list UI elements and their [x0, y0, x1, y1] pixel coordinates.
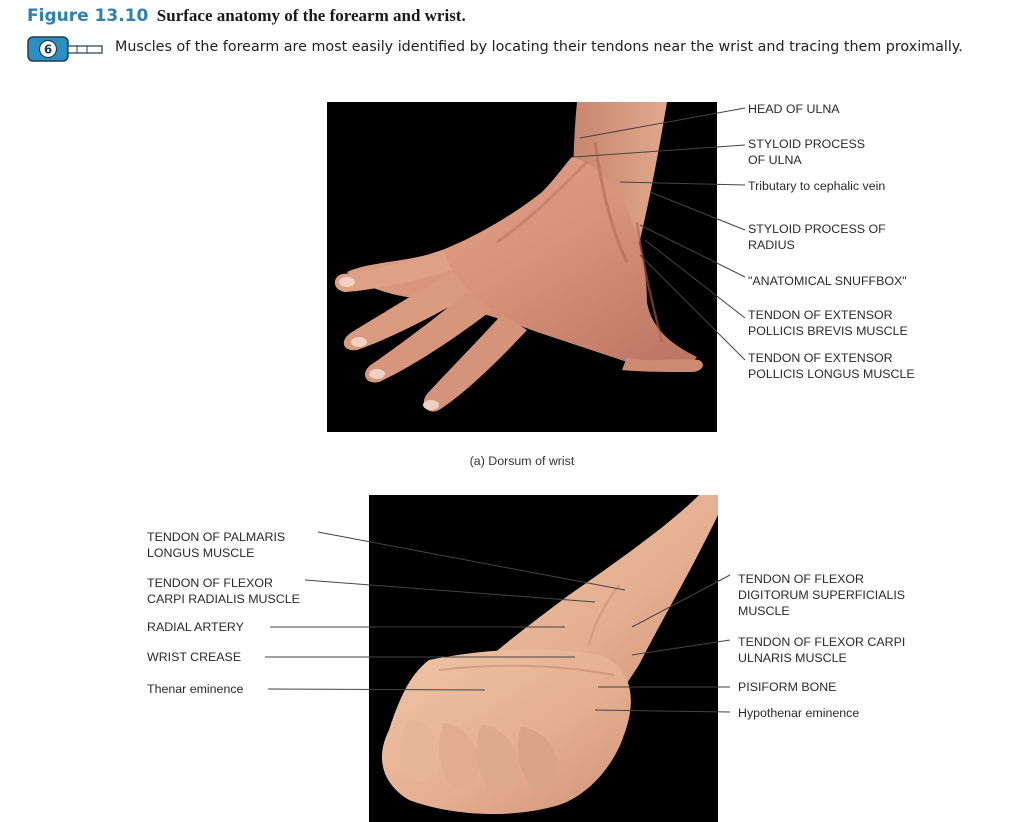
label-radial-artery: RADIAL ARTERY: [147, 620, 244, 634]
figure-header: [27, 6, 466, 26]
figure-title: Surface anatomy of the forearm and wrist.: [156, 6, 466, 25]
label-head-of-ulna: HEAD OF ULNA: [748, 102, 840, 116]
figure-note: Muscles of the forearm are most easily identified by locating their tendons near the wrist and tracing them proximally.: [115, 39, 963, 55]
label-flexor-digitorum-superficialis: TENDON OF FLEXOR DIGITORUM SUPERFICIALIS MUSCLE: [738, 572, 906, 618]
figure-number: Figure 13.10: [27, 6, 149, 26]
label-styloid-process-of-ulna: STYLOID PROCESS OF ULNA: [748, 137, 866, 167]
label-flexor-carpi-radialis: TENDON OF FLEXOR CARPI RADIALIS MUSCLE: [147, 576, 300, 606]
badge-number: 6: [43, 42, 53, 57]
label-tributary-to-cephalic-vein: Tributary to cephalic vein: [748, 179, 886, 193]
concept-link-badge-icon: [27, 36, 103, 62]
label-anatomical-snuffbox: "ANATOMICAL SNUFFBOX": [748, 274, 907, 288]
panel-a-caption: (a) Dorsum of wrist: [469, 454, 575, 468]
label-wrist-crease: WRIST CREASE: [147, 650, 242, 664]
label-extensor-pollicis-longus: TENDON OF EXTENSOR POLLICIS LONGUS MUSCLE: [748, 351, 915, 381]
label-palmaris-longus: TENDON OF PALMARIS LONGUS MUSCLE: [147, 530, 286, 560]
label-hypothenar-eminence: Hypothenar eminence: [738, 706, 860, 720]
label-thenar-eminence: Thenar eminence: [147, 682, 244, 696]
anterior-wrist-photo: [369, 495, 718, 822]
label-styloid-process-of-radius: STYLOID PROCESS OF RADIUS: [748, 222, 886, 252]
label-pisiform-bone: PISIFORM BONE: [738, 680, 837, 694]
dorsum-of-wrist-photo: [327, 102, 717, 432]
label-flexor-carpi-ulnaris: TENDON OF FLEXOR CARPI ULNARIS MUSCLE: [738, 635, 906, 665]
label-extensor-pollicis-brevis: TENDON OF EXTENSOR POLLICIS BREVIS MUSCLE: [748, 308, 908, 338]
